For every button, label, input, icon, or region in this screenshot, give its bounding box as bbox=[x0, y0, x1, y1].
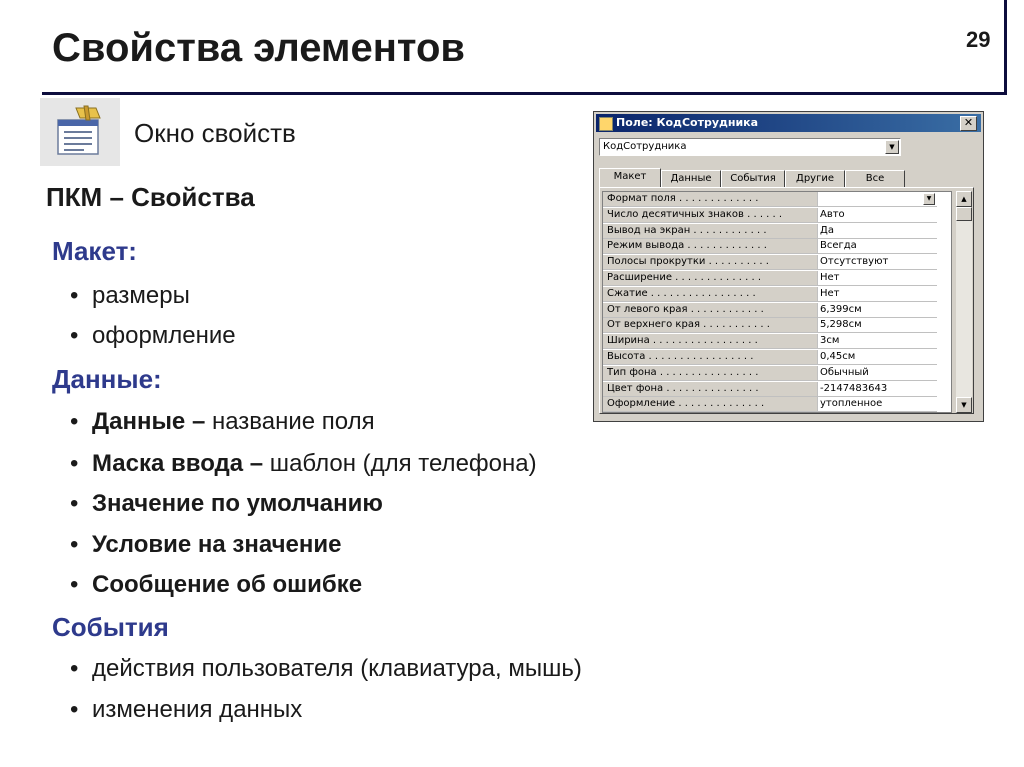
bullet-dot: • bbox=[70, 450, 79, 477]
chevron-down-icon[interactable]: ▼ bbox=[885, 140, 899, 154]
property-row[interactable] bbox=[603, 366, 951, 382]
property-name: Цвет фона . . . . . . . . . . . . . . . bbox=[607, 382, 759, 394]
property-name: Высота . . . . . . . . . . . . . . . . . bbox=[607, 351, 754, 362]
tab-data[interactable]: Данные bbox=[661, 170, 721, 187]
property-row[interactable] bbox=[603, 318, 951, 334]
bullet-text: оформление bbox=[92, 322, 236, 349]
bullet-data-error-message bbox=[70, 571, 362, 599]
bullet-data-mask bbox=[70, 450, 537, 478]
property-name: Расширение . . . . . . . . . . . . . . bbox=[607, 272, 761, 283]
bullet-bold: Значение по умолчанию bbox=[92, 490, 383, 517]
bullet-data-default bbox=[70, 490, 383, 518]
properties-window bbox=[593, 111, 984, 422]
bullet-bold: Данные – bbox=[92, 408, 206, 435]
bullet-bold: Маска ввода – bbox=[92, 450, 264, 477]
tab-all[interactable]: Все bbox=[845, 170, 905, 187]
bullet-layout-design bbox=[70, 322, 236, 350]
property-row[interactable] bbox=[603, 334, 951, 350]
bullet-events-data-change bbox=[70, 696, 302, 724]
property-name: Ширина . . . . . . . . . . . . . . . . . bbox=[607, 335, 758, 347]
title-divider bbox=[42, 92, 1007, 95]
bullet-dot: • bbox=[70, 571, 79, 598]
bullet-dot: • bbox=[70, 655, 79, 682]
bullet-dot: • bbox=[70, 408, 79, 435]
property-value[interactable] bbox=[817, 192, 937, 207]
window-title: Поле: КодСотрудника bbox=[616, 116, 759, 129]
property-row[interactable] bbox=[603, 208, 951, 224]
property-grid bbox=[602, 191, 952, 413]
property-row[interactable] bbox=[603, 382, 951, 398]
bullet-text: название поля bbox=[205, 408, 375, 435]
properties-sheet-icon bbox=[40, 98, 120, 166]
tab-layout[interactable]: Макет bbox=[599, 168, 661, 187]
section-events: События bbox=[52, 612, 169, 642]
property-value[interactable]: 3см bbox=[817, 334, 937, 349]
property-row[interactable] bbox=[603, 287, 951, 303]
scroll-thumb[interactable] bbox=[956, 207, 972, 221]
bullet-text: размеры bbox=[92, 282, 190, 309]
property-row[interactable] bbox=[603, 192, 951, 208]
bullet-dot: • bbox=[70, 322, 79, 349]
bullet-data-field bbox=[70, 408, 375, 436]
bullet-data-validation bbox=[70, 531, 341, 559]
bullet-text: действия пользователя (клавиатура, мышь) bbox=[92, 655, 582, 682]
property-name: Сжатие . . . . . . . . . . . . . . . . . bbox=[607, 287, 756, 299]
object-select[interactable] bbox=[599, 138, 901, 156]
object-select-value: КодСотрудника bbox=[603, 141, 687, 152]
property-row[interactable] bbox=[603, 255, 951, 271]
section-data: Данные: bbox=[52, 364, 162, 394]
heading-properties-window: Окно свойств bbox=[134, 118, 296, 148]
property-value[interactable]: Нет bbox=[817, 271, 937, 286]
scroll-up-icon[interactable]: ▲ bbox=[956, 191, 972, 207]
bullet-dot: • bbox=[70, 696, 79, 723]
heading-right-click: ПКМ – Свойства bbox=[46, 182, 255, 212]
vertical-scrollbar[interactable] bbox=[956, 191, 972, 413]
bullet-text: изменения данных bbox=[92, 696, 303, 723]
property-value[interactable]: Отсутствуют bbox=[817, 255, 937, 270]
bullet-dot: • bbox=[70, 490, 79, 517]
bullet-dot: • bbox=[70, 282, 79, 309]
window-titlebar[interactable] bbox=[596, 114, 981, 132]
scroll-down-icon[interactable]: ▼ bbox=[956, 397, 972, 413]
property-name: Полосы прокрутки . . . . . . . . . . bbox=[607, 256, 769, 268]
property-name: Число десятичных знаков . . . . . . bbox=[607, 208, 783, 220]
property-value[interactable]: Всегда bbox=[817, 239, 937, 254]
section-layout: Макет: bbox=[52, 236, 137, 266]
property-row[interactable] bbox=[603, 271, 951, 287]
tab-bar bbox=[599, 168, 909, 188]
property-row[interactable] bbox=[603, 239, 951, 255]
bullet-bold: Условие на значение bbox=[92, 531, 342, 558]
property-row[interactable] bbox=[603, 224, 951, 240]
bullet-dot: • bbox=[70, 531, 79, 558]
bullet-text: шаблон (для телефона) bbox=[263, 450, 537, 477]
property-value[interactable]: 6,399см bbox=[817, 303, 937, 318]
property-name: Формат поля . . . . . . . . . . . . . bbox=[607, 193, 759, 204]
property-value[interactable]: 0,45см bbox=[817, 350, 937, 365]
property-value[interactable]: 5,298см bbox=[817, 318, 937, 333]
property-value[interactable]: Да bbox=[817, 224, 937, 239]
property-row[interactable] bbox=[603, 350, 951, 366]
tab-events[interactable]: События bbox=[721, 170, 785, 187]
property-name: Режим вывода . . . . . . . . . . . . . bbox=[607, 240, 767, 252]
property-name: От левого края . . . . . . . . . . . . bbox=[607, 303, 764, 315]
property-value[interactable]: Авто bbox=[817, 208, 937, 223]
property-value[interactable]: Обычный bbox=[817, 366, 937, 381]
slide-title: Свойства элементов bbox=[52, 26, 466, 70]
tab-other[interactable]: Другие bbox=[785, 170, 845, 187]
bullet-events-user bbox=[70, 655, 582, 683]
property-row[interactable] bbox=[603, 303, 951, 319]
property-name: Тип фона . . . . . . . . . . . . . . . . bbox=[607, 366, 759, 378]
property-name: Вывод на экран . . . . . . . . . . . . bbox=[607, 224, 767, 236]
close-button[interactable]: ✕ bbox=[960, 116, 977, 131]
bullet-layout-sizes bbox=[70, 282, 190, 310]
property-value[interactable]: утопленное bbox=[817, 397, 937, 412]
chevron-down-icon[interactable]: ▼ bbox=[923, 193, 935, 205]
page-number: 29 bbox=[966, 27, 991, 52]
property-name: От верхнего края . . . . . . . . . . . bbox=[607, 319, 770, 331]
title-divider-side bbox=[1004, 0, 1007, 95]
bullet-bold: Сообщение об ошибке bbox=[92, 571, 363, 598]
form-icon bbox=[599, 117, 613, 131]
property-value[interactable]: Нет bbox=[817, 287, 937, 302]
property-value[interactable]: -2147483643 bbox=[817, 382, 937, 397]
property-row[interactable] bbox=[603, 397, 951, 413]
property-name: Оформление . . . . . . . . . . . . . . bbox=[607, 398, 765, 410]
